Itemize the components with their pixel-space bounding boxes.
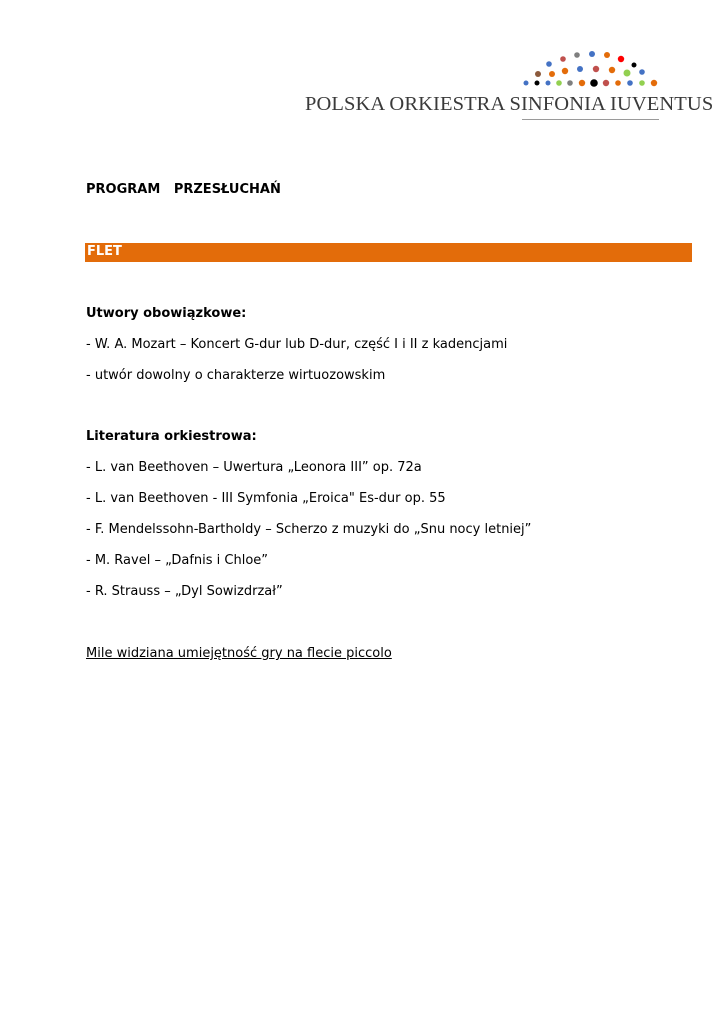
piccolo-note: Mile widziana umiejętność gry na flecie piccolo — [86, 646, 392, 661]
logo-underline — [522, 119, 659, 120]
page-title: PROGRAM PRZESŁUCHAŃ — [86, 182, 281, 197]
logo-text: POLSKA ORKIESTRA SINFONIA IUVENTUS — [305, 93, 714, 115]
orchestra-logo — [300, 45, 714, 125]
section-header-bar — [85, 243, 692, 262]
orchestral-work-item: - L. van Beethoven – Uwertura „Leonora III” op. 72a — [86, 460, 422, 475]
orchestral-work-item: - R. Strauss – „Dyl Sowizdrzał” — [86, 584, 283, 599]
section-header-label: FLET — [87, 244, 122, 259]
required-works-heading: Utwory obowiązkowe: — [86, 306, 247, 321]
orchestral-work-item: - F. Mendelssohn-Bartholdy – Scherzo z muzyki do „Snu nocy letniej” — [86, 522, 532, 537]
required-work-item: - utwór dowolny o charakterze wirtuozowskim — [86, 368, 386, 383]
orchestral-literature-heading: Literatura orkiestrowa: — [86, 429, 257, 444]
logo-dots-graphic — [300, 45, 695, 90]
orchestral-work-item: - L. van Beethoven - III Symfonia „Eroica" Es-dur op. 55 — [86, 491, 446, 506]
required-work-item: - W. A. Mozart – Koncert G-dur lub D-dur, część I i II z kadencjami — [86, 337, 508, 352]
orchestral-work-item: - M. Ravel – „Dafnis i Chloe” — [86, 553, 269, 568]
